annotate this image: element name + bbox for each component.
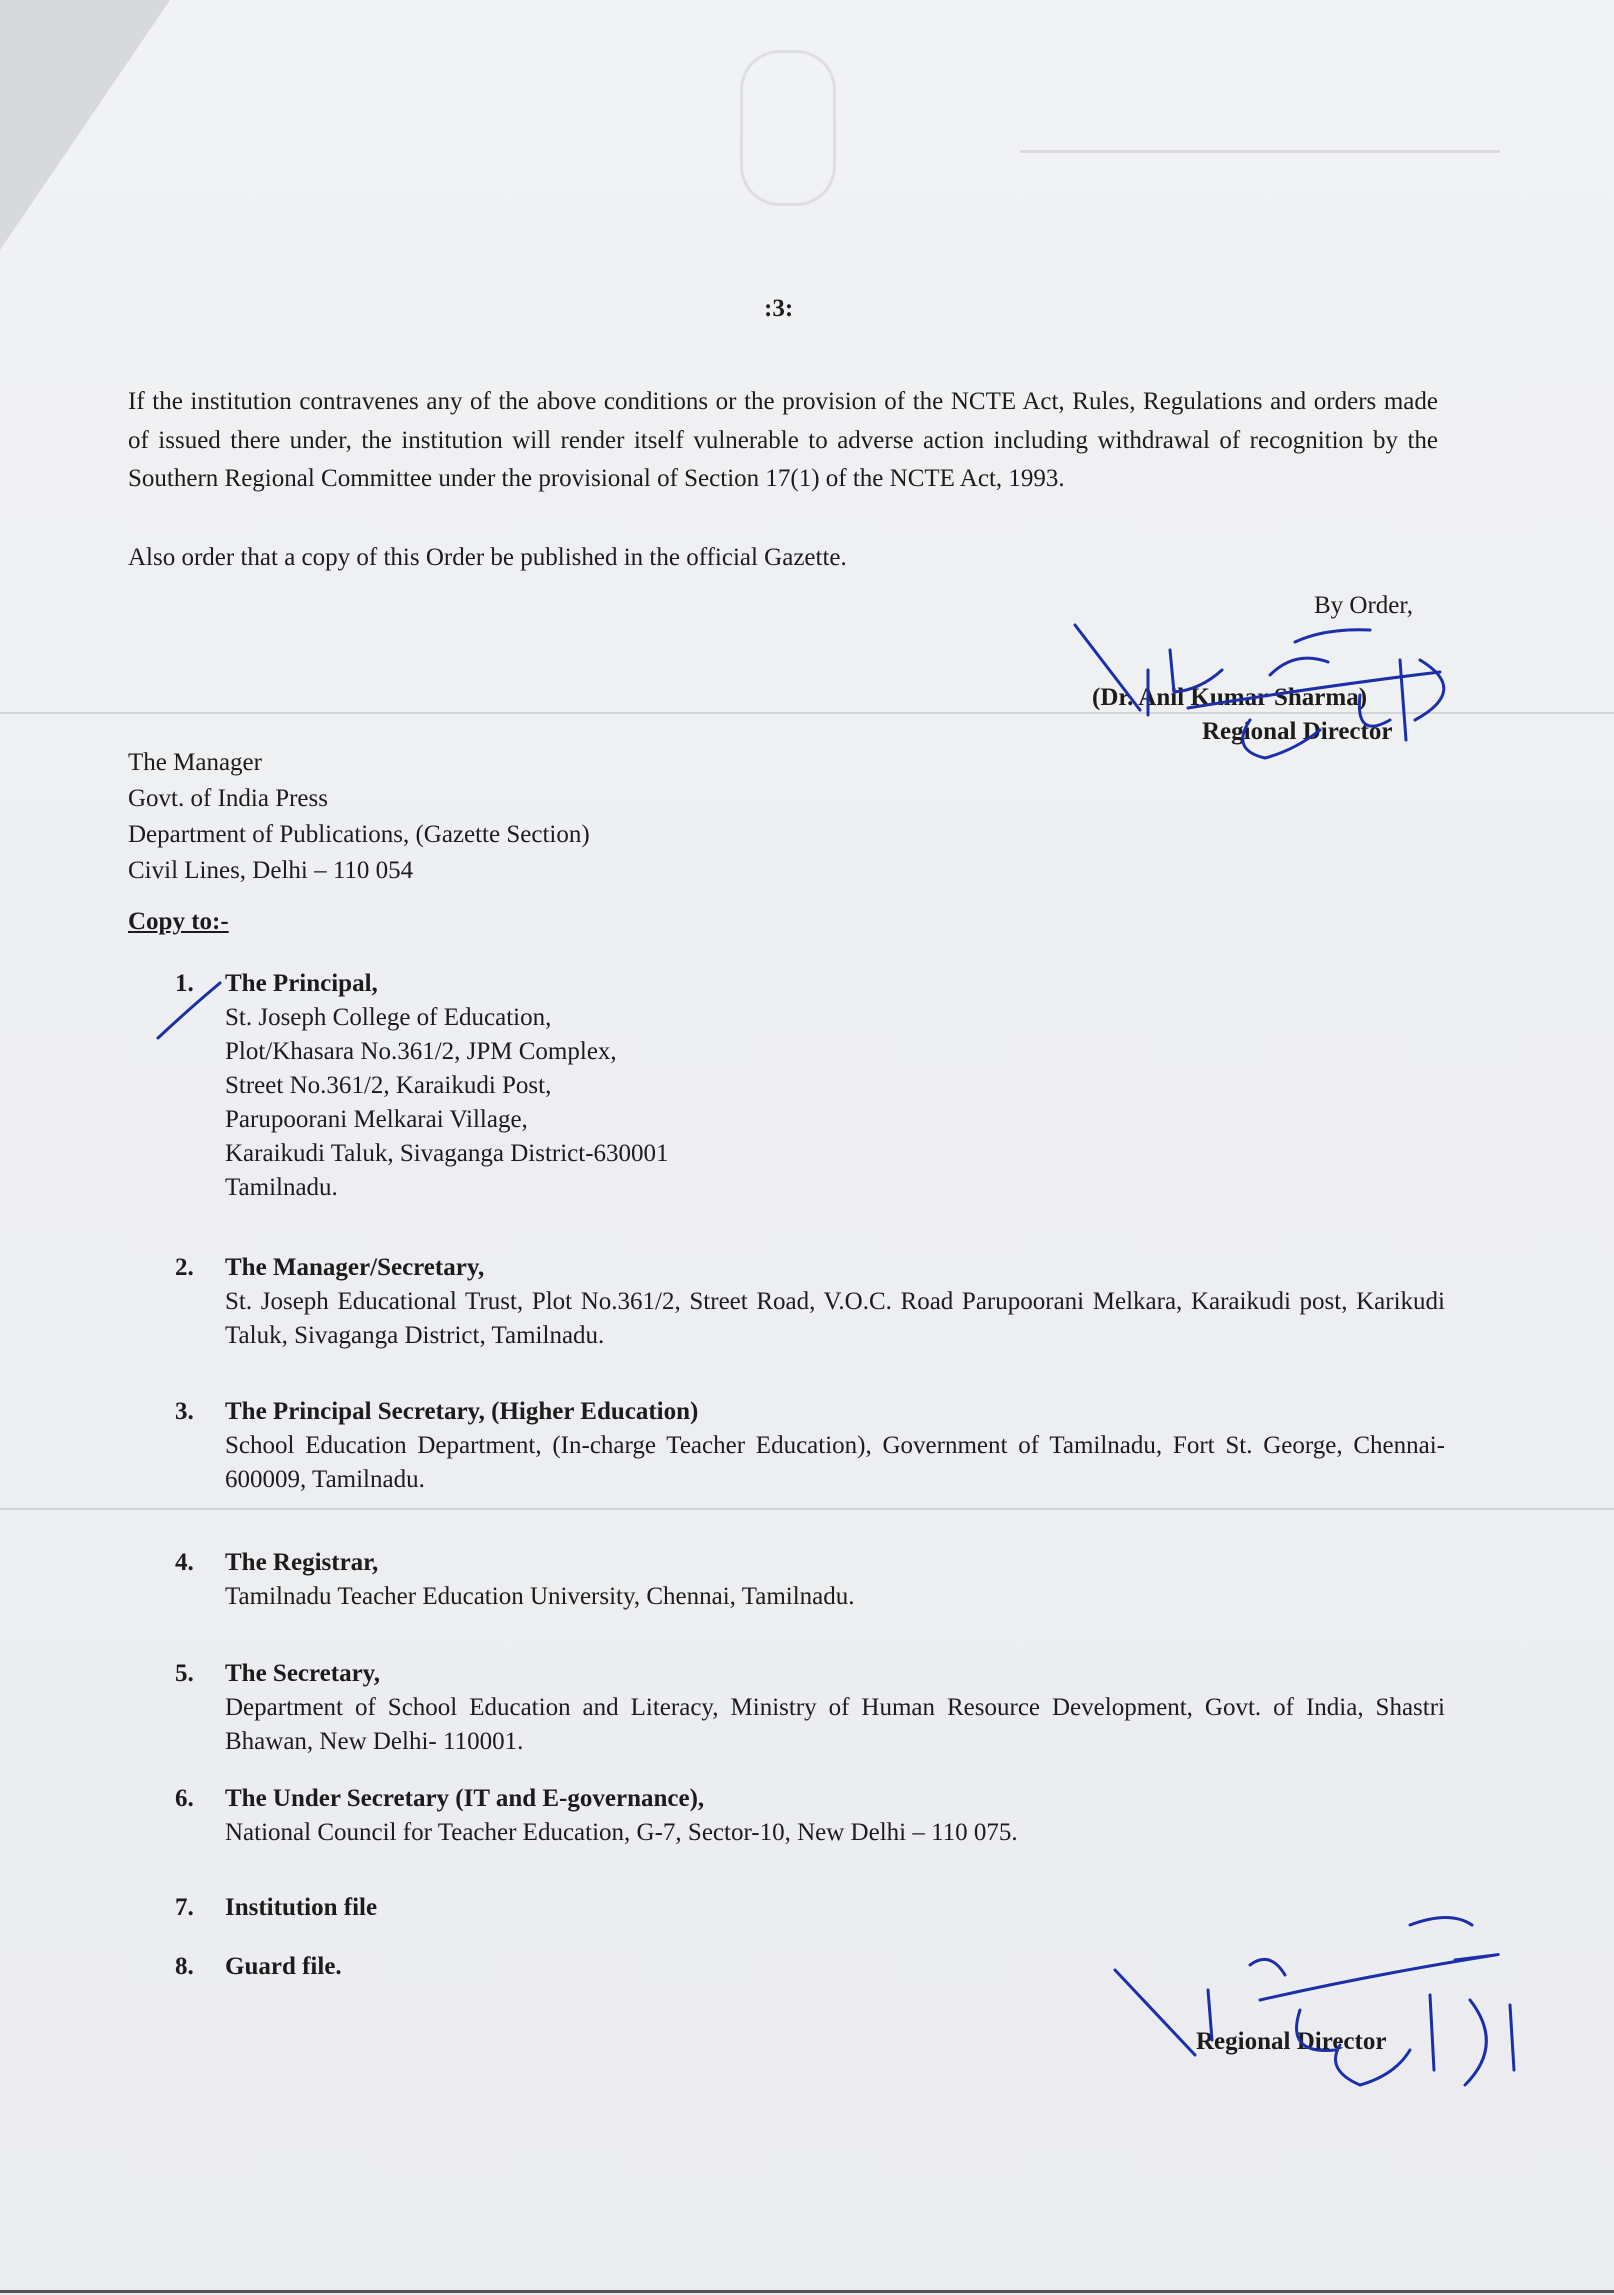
copy-item: [175, 967, 1445, 1205]
copy-item-number: 8.: [175, 1953, 194, 1980]
footer-handwritten-signature: [1110, 1905, 1580, 2105]
addressee-block: [128, 745, 590, 889]
copy-item-number: 6.: [175, 1785, 194, 1812]
copy-item: [175, 1546, 1445, 1614]
folded-corner: [0, 0, 170, 250]
copy-to-heading: Copy to:-: [128, 908, 229, 935]
copy-item-heading: The Secretary,: [225, 1660, 381, 1687]
signatory-title: Regional Director: [1202, 718, 1393, 745]
footer-signatory-title: Regional Director: [1196, 2028, 1387, 2055]
addressee-line: Department of Publications, (Gazette Section): [128, 821, 590, 848]
copy-item-line: School Education Department, (In-charge Teacher Education), Government of Tamilnadu, Fort St. George, Chennai-600009, Tamilnadu.: [225, 1432, 1445, 1493]
copy-item-line: Street No.361/2, Karaikudi Post,: [225, 1072, 552, 1099]
bottom-edge-rule: [0, 2290, 1614, 2293]
page-number: :3:: [764, 295, 794, 322]
copy-item: [175, 1395, 1445, 1497]
conditions-paragraph: If the institution contravenes any of the above conditions or the provision of the NCTE Act, Rules, Regulations and orders made of issued there under, the institution will render itself vulnerable to adverse action including withdrawal of recognition by the Southern Regional Committee under the provisional of Section 17(1) of the NCTE Act, 1993.: [128, 388, 1438, 492]
copy-item-number: 7.: [175, 1894, 194, 1921]
copy-item-heading: The Under Secretary (IT and E-governance),: [225, 1785, 705, 1812]
copy-item-number: 2.: [175, 1254, 194, 1281]
copy-item: [175, 1251, 1445, 1353]
addressee-line: The Manager: [128, 749, 262, 776]
fold-crease: [0, 1508, 1614, 1510]
gazette-order-text: Also order that a copy of this Order be published in the official Gazette.: [128, 544, 847, 571]
copy-item-heading: The Principal Secretary, (Higher Education): [225, 1398, 699, 1425]
copy-item-line: Department of School Education and Literacy, Ministry of Human Resource Development, Govt. of India, Shastri Bhawan, New Delhi- 110001.: [225, 1694, 1445, 1755]
signatory-name: (Dr. Anil Kumar Sharma): [1092, 684, 1368, 711]
copy-item-number: 4.: [175, 1549, 194, 1576]
pen-check-mark: [150, 978, 240, 1048]
copy-item-heading: The Manager/Secretary,: [225, 1254, 485, 1281]
copy-item: [175, 1782, 1445, 1850]
copy-item: [175, 1657, 1445, 1759]
copy-item-line: Plot/Khasara No.361/2, JPM Complex,: [225, 1038, 617, 1065]
bleed-through-emblem: [740, 50, 836, 206]
copy-item-line: Tamilnadu Teacher Education University, Chennai, Tamilnadu.: [225, 1583, 855, 1610]
copy-item-number: 5.: [175, 1660, 194, 1687]
copy-item-line: Tamilnadu.: [225, 1174, 338, 1201]
copy-item-number: 1.: [175, 970, 194, 997]
copy-item-line: Karaikudi Taluk, Sivaganga District-630001: [225, 1140, 669, 1167]
addressee-line: Govt. of India Press: [128, 785, 328, 812]
copy-item-line: St. Joseph College of Education,: [225, 1004, 552, 1031]
copy-item-line: National Council for Teacher Education, G-7, Sector-10, New Delhi – 110 075.: [225, 1819, 1018, 1846]
copy-item-heading: The Registrar,: [225, 1549, 379, 1576]
copy-item-line: St. Joseph Educational Trust, Plot No.361/2, Street Road, V.O.C. Road Parupoorani Melkara, Karaikudi post, Karikudi Taluk, Sivaganga District, Tamilnadu.: [225, 1288, 1445, 1349]
bleed-through-letterhead: [1020, 40, 1500, 153]
copy-item-number: 3.: [175, 1398, 194, 1425]
handwritten-signature: [1070, 600, 1490, 800]
copy-item-heading: The Principal,: [225, 970, 378, 997]
copy-item-line: Parupoorani Melkarai Village,: [225, 1106, 528, 1133]
copy-item-heading: Guard file.: [225, 1953, 342, 1980]
copy-item-heading: Institution file: [225, 1894, 378, 1921]
by-order-label: By Order,: [1314, 592, 1413, 619]
addressee-line: Civil Lines, Delhi – 110 054: [128, 857, 414, 884]
